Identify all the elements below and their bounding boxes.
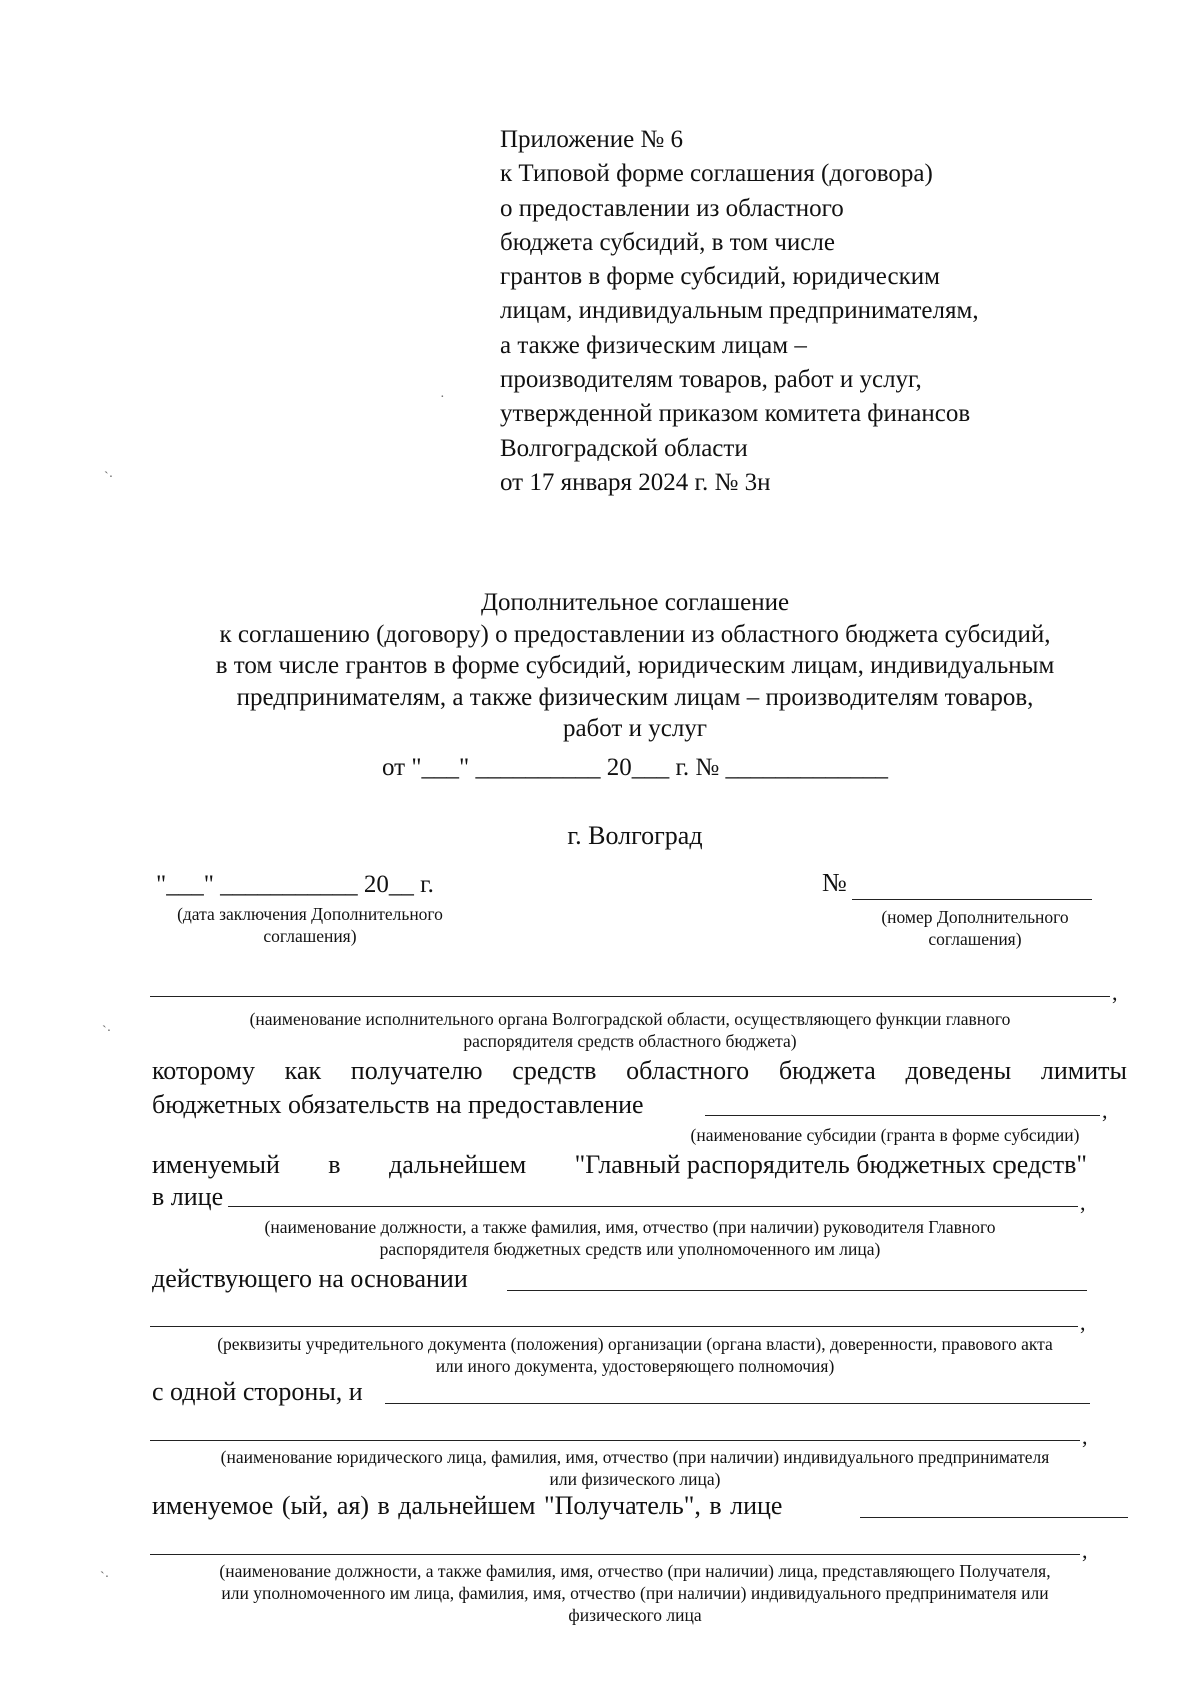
appendix-line: от 17 января 2024 г. № 3н [500,468,771,496]
date-caption: (дата заключения Дополнительного соглашения) [177,904,443,946]
comma: , [1080,1190,1086,1215]
scan-speck-icon: ˋ· [102,1024,112,1039]
number-input-line[interactable] [852,875,1092,900]
comma: , [1082,1538,1088,1563]
appendix-header [500,123,1100,500]
recipient-person-line-2[interactable] [150,1534,1080,1555]
org-caption: (наименование исполнительного органа Волгоградской области, осуществляющего функции главного распорядителя средств областного бюджета) [249,1009,1011,1051]
appendix-line: а также физическим лицам – [500,331,807,359]
title-line: в том числе грантов в форме субсидий, юридическим лицам, индивидуальным [215,652,1055,679]
recipient-named-label: именуемое (ый, ая) в дальнейшем "Получатель", в лице [152,1491,783,1520]
appendix-line: бюджета субсидий, в том числе [500,228,835,256]
limits-line-2: бюджетных обязательств на предоставление [152,1090,644,1119]
appendix-line: Приложение № 6 [500,126,684,153]
in-person-label: в лице [152,1182,224,1211]
recipient-person-line[interactable] [860,1493,1128,1518]
org-name-line[interactable] [150,976,1110,997]
acting-basis-label: действующего на основании [152,1264,468,1293]
date-field: "___" ___________ 20__ г. [156,871,434,898]
comma: , [1080,1310,1086,1335]
title-line: Дополнительное соглашение [480,589,790,616]
number-caption: (номер Дополнительного соглашения) [881,907,1069,949]
scan-speck-icon: ˋ· [104,470,114,485]
scan-speck-icon: ˋ· [100,1570,110,1585]
legal-caption: (наименование юридического лица, фамилия, имя, отчество (при наличии) индивидуального предпринимателя или физического лица) [220,1447,1050,1489]
title-line: предпринимателям, а также физическим лицам – производителям товаров, [236,683,1034,711]
comma: , [1082,1424,1088,1449]
recipient-name-line[interactable] [385,1379,1090,1404]
limits-line-1: которому как получателю средств областного бюджета доведены лимиты [152,1056,1127,1085]
head-name-line[interactable] [228,1184,1078,1207]
scan-speck-icon: · [440,390,445,405]
basis-line[interactable] [507,1268,1087,1291]
appendix-line: лицам, индивидуальным предпринимателям, [500,297,979,325]
appendix-line: утвержденной приказом комитета финансов [500,400,971,428]
document-title [150,587,1120,745]
head-caption: (наименование должности, а также фамилия, имя, отчество (при наличии) руководителя Главного распорядителя бюджетных средств или уполномоченного им лица) [264,1217,996,1259]
appendix-line: Волгоградской области [500,434,748,462]
appendix-line: производителям товаров, работ и услуг, [500,366,922,394]
title-line: к соглашению (договору) о предоставлении из областного бюджета субсидий, [219,620,1051,648]
named-main-line: именуемый в дальнейшем "Главный распорядитель бюджетных средств" [152,1150,1087,1179]
rep-caption: (наименование должности, а также фамилия, имя, отчество (при наличии) лица, представляющего Получателя, или уполномоченного им лица, фамилия, имя, отчество (при наличии) индивидуального предпринимателя или физического лица [219,1561,1051,1625]
number-prefix: № [822,868,847,897]
city: г. Волгоград [567,821,703,850]
docs-caption: (реквизиты учредительного документа (положения) организации (органа власти), доверенности, правового акта или иного документа, удостоверяющего полномочия) [217,1334,1053,1376]
subsidy-name-line[interactable] [705,1093,1100,1116]
subsidy-caption: (наименование субсидии (гранта в форме субсидии) [690,1125,1080,1145]
appendix-line: грантов в форме субсидий, юридическим [500,263,940,291]
comma: , [1102,1098,1108,1123]
recipient-name-line-2[interactable] [150,1420,1080,1441]
appendix-line: о предоставлении из областного [500,194,844,222]
comma: , [1112,980,1118,1005]
basis-line-2[interactable] [150,1306,1078,1327]
appendix-line: к Типовой форме соглашения (договора) [500,160,933,188]
title-line: работ и услуг [562,715,708,742]
agreement-dateline: от "___" __________ 20___ г. № _____________ [381,754,889,781]
one-side-label: с одной стороны, и [152,1377,363,1406]
